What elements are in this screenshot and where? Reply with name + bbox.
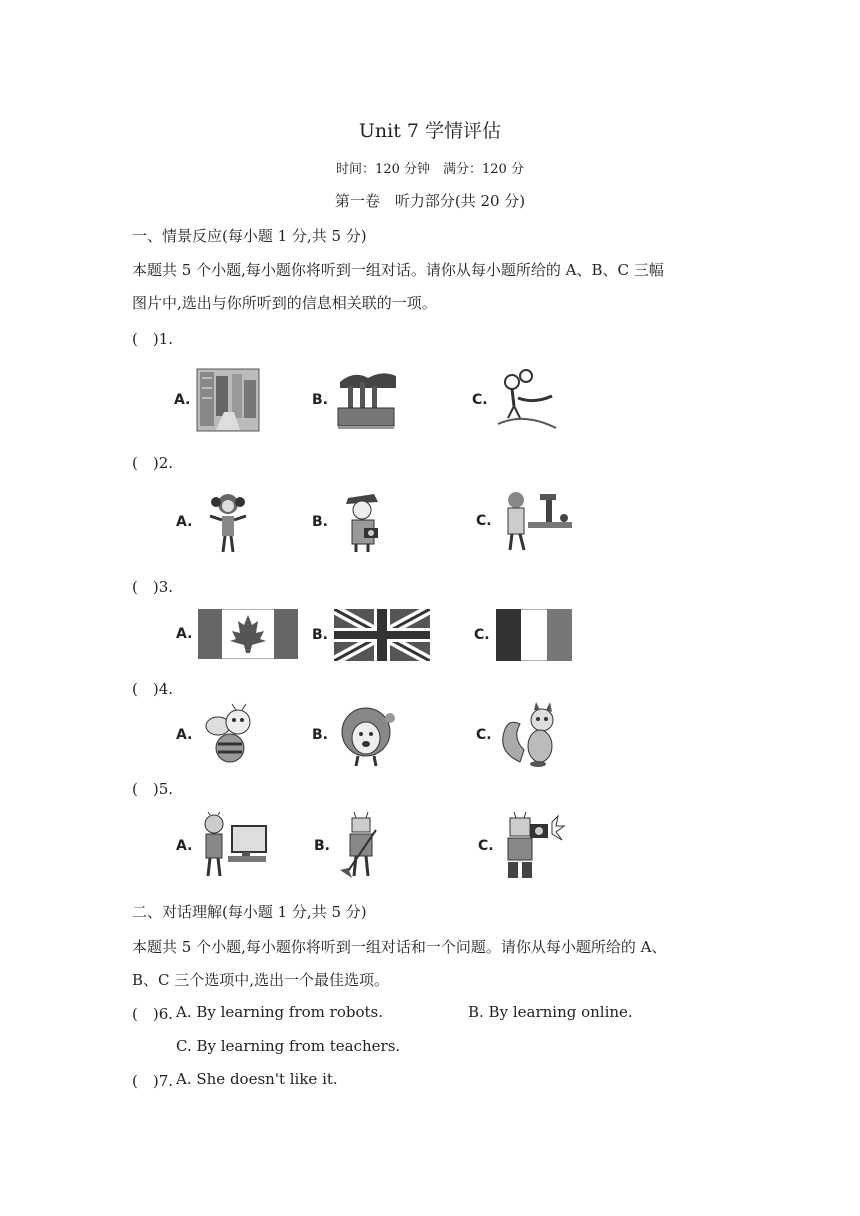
option-label: C. (476, 727, 492, 743)
section2-heading: 二、对话理解(每小题 1 分,共 5 分) (132, 903, 367, 921)
city-street-icon (196, 368, 260, 432)
question-4-number: ( )4. (132, 680, 174, 698)
q3-option-a[interactable] (176, 609, 298, 659)
question-2-number: ( )2. (132, 454, 174, 472)
sheep-icon (334, 702, 400, 768)
option-label: C. (478, 838, 494, 854)
option-label: A. (176, 727, 193, 743)
question-3-number: ( )3. (132, 578, 174, 596)
robot-camera-icon (500, 812, 566, 880)
question-5-number: ( )5. (132, 780, 174, 798)
option-label: C. (472, 392, 488, 408)
section1-heading: 一、情景反应(每小题 1 分,共 5 分) (132, 227, 367, 245)
factory-pollution-icon (334, 368, 398, 432)
man-with-pipe-icon (494, 368, 558, 432)
scientist-microscope-icon (498, 488, 574, 554)
option-label: A. (176, 838, 193, 854)
option-label: C. (474, 627, 490, 643)
q2-option-c[interactable] (476, 488, 574, 554)
question-7-number: ( )7. (132, 1072, 174, 1090)
q5-option-b[interactable] (314, 812, 386, 880)
option-label: B. (312, 727, 328, 743)
question-1-number: ( )1. (132, 330, 174, 348)
q2-option-a[interactable] (176, 490, 258, 554)
part-heading: 第一卷 听力部分(共 20 分) (334, 192, 526, 210)
option-label: B. (314, 838, 330, 854)
q3-option-b[interactable] (312, 609, 430, 661)
option-label: B. (312, 392, 328, 408)
option-label: C. (476, 513, 492, 529)
exam-meta: 时间：120 分钟 满分：120 分 (336, 162, 524, 177)
option-label: A. (174, 392, 191, 408)
section1-instruction: 本题共 5 个小题,每小题你将听到一组对话。请你从每小题所给的 A、B、C 三幅 (132, 261, 664, 279)
girl-icon (198, 490, 258, 554)
question-6-number: ( )6. (132, 1005, 174, 1023)
q1-option-b[interactable] (312, 368, 398, 432)
squirrel-icon (498, 702, 562, 768)
uk-flag-icon (334, 609, 430, 661)
option-label: A. (176, 514, 193, 530)
q4-option-c[interactable] (476, 702, 562, 768)
canada-flag-icon (198, 609, 298, 659)
option-label: B. (312, 627, 328, 643)
man-with-camera-icon (334, 490, 394, 554)
q7-option-a[interactable]: A. She doesn't like it. (176, 1070, 338, 1088)
section2-instruction: 本题共 5 个小题,每小题你将听到一组对话和一个问题。请你从每小题所给的 A、 (132, 938, 667, 956)
q4-option-a[interactable] (176, 702, 260, 768)
q4-option-b[interactable] (312, 702, 400, 768)
section2-instruction-cont: B、C 三个选项中,选出一个最佳选项。 (132, 971, 390, 989)
q5-option-c[interactable] (478, 812, 566, 880)
q2-option-b[interactable] (312, 490, 394, 554)
q5-option-a[interactable] (176, 812, 268, 880)
q6-option-a[interactable]: A. By learning from robots. (176, 1003, 383, 1021)
robot-sweeping-icon (336, 812, 386, 880)
option-label: A. (176, 626, 193, 642)
bee-icon (198, 702, 260, 768)
option-label: B. (312, 514, 328, 530)
q1-option-c[interactable] (472, 368, 558, 432)
section1-instruction-cont: 图片中,选出与你所听到的信息相关联的一项。 (132, 294, 437, 312)
q6-option-b[interactable]: B. By learning online. (468, 1003, 633, 1021)
page-title: Unit 7 学情评估 (358, 120, 502, 142)
robot-computer-icon (198, 812, 268, 880)
q6-option-c[interactable]: C. By learning from teachers. (176, 1037, 401, 1055)
q3-option-c[interactable] (474, 609, 572, 661)
q1-option-a[interactable] (174, 368, 260, 432)
tricolor-flag-icon (496, 609, 572, 661)
